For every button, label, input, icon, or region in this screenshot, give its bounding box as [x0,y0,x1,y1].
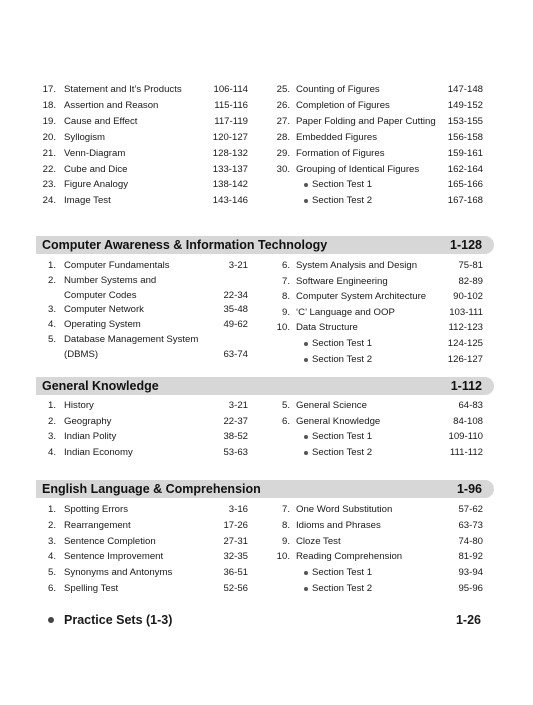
toc-entry-label: Cube and Dice [64,163,128,175]
toc-entry-label: History [64,400,94,411]
toc-entry-label: Database Management System [64,334,199,345]
toc-entry-label: Completion of Figures [296,99,390,111]
toc-entry-number: 7. [281,504,290,515]
toc-entry-pages: 64-83 [458,400,483,411]
toc-entry-label: Reading Comprehension [296,551,403,563]
toc-entry-number: 27. [276,115,290,127]
toc-entry-label: General Knowledge [296,415,381,427]
toc-entry-number: 4. [47,319,56,331]
toc-entry-label: Number Systems and [64,274,157,286]
toc-entry-label: Computer Network [64,304,144,316]
bullet-icon [304,587,308,591]
section-header-general-knowledge [36,377,494,395]
toc-entry-label: Counting of Figures [296,84,380,95]
toc-entry-number: 4. [47,447,56,459]
bullet-icon [304,435,308,439]
toc-entry-label: Statement and It’s Products [64,84,182,95]
toc-entry-number: 3. [47,431,56,443]
toc-entry-label: Section Test 2 [312,195,373,207]
toc-entry-pages: 38-52 [223,431,248,443]
toc-entry-label: Assertion and Reason [64,99,159,111]
toc-entry-label: Geography [64,415,112,427]
toc-entry-pages: 124-125 [447,338,483,349]
toc-entry-number: 10. [276,322,290,334]
toc-entry-pages: 109-110 [448,431,483,443]
bullet-icon [304,358,308,362]
toc-entry-label: Section Test 1 [312,338,373,349]
section-title: General Knowledge [42,379,159,393]
toc-entry-pages: 3-16 [228,504,248,515]
toc-entry-number: 8. [281,519,290,531]
toc-entry-pages: 115-116 [214,99,248,111]
toc-entry-label: Data Structure [296,322,358,334]
toc-entry-pages: 81-92 [458,551,483,563]
toc-entry-number: 1. [47,504,56,515]
bullet-icon [304,342,308,346]
toc-entry-label: Computer Fundamentals [64,260,170,271]
toc-entry-label: Paper Folding and Paper Cutting [296,115,436,127]
toc-entry-number: 2. [47,415,56,427]
toc-entry-pages: 93-94 [458,567,483,579]
toc-entry-number: 8. [281,291,290,303]
toc-entry-pages: 103-111 [449,306,483,318]
toc-entry-pages: 74-80 [458,535,483,547]
toc-entry-number: 22. [42,163,56,175]
practice-sets-label: Practice Sets (1-3) [64,613,173,627]
toc-entry-pages: 53-63 [223,447,248,459]
bullet-icon [304,199,308,203]
toc-entry-pages: 156-158 [447,131,483,143]
toc-entry-label: Computer Codes [64,289,137,301]
toc-entry-pages: 126-127 [447,353,483,365]
toc-entry-label: Image Test [64,195,111,207]
toc-entry-label: Section Test 1 [312,179,373,191]
toc-entry-pages: 57-62 [458,504,483,515]
section-header-computer [36,236,494,254]
toc-entry-number: 3. [47,304,56,316]
toc-entry-pages: 75-81 [458,260,483,271]
toc-entry-pages: 3-21 [228,400,248,411]
toc-entry-pages: 133-137 [212,163,248,175]
toc-entry-pages: 49-62 [223,319,248,331]
toc-entry-number: 28. [276,131,290,143]
toc-entry-label: Grouping of Identical Figures [296,163,420,175]
toc-entry-pages: 120-127 [212,131,248,143]
toc-entry-pages: 117-119 [214,115,248,127]
toc-entry-label: Syllogism [64,131,106,143]
toc-entry-label: Spelling Test [64,583,119,594]
toc-entry-number: 25. [276,84,290,95]
toc-entry-label: Embedded Figures [296,131,378,143]
toc-entry-label: General Science [296,400,367,411]
toc-entry-label: Indian Economy [64,447,133,459]
toc-entry-number: 6. [47,583,56,594]
toc-entry-label: Section Test 2 [312,447,373,459]
toc-entry-number: 10. [276,551,290,563]
toc-entry-pages: 32-35 [223,551,248,563]
toc-entry-number: 30. [276,163,290,175]
bullet-icon [304,571,308,575]
toc-entry-number: 5. [281,400,290,411]
toc-entry-pages: 35-48 [223,304,248,316]
toc-entry-label: Computer System Architecture [296,291,427,303]
toc-entry-label: Software Engineering [296,275,388,287]
toc-entry-label: System Analysis and Design [296,260,418,271]
toc-entry-label: Formation of Figures [296,147,385,159]
toc-entry-number: 17. [42,84,56,95]
toc-entry-pages: 147-148 [447,84,483,95]
toc-entry-pages: 112-123 [448,322,483,334]
toc-entry-number: 1. [47,400,56,411]
toc-entry-number: 24. [42,195,56,207]
toc-entry-pages: 22-34 [223,289,248,301]
toc-entry-label: Sentence Improvement [64,551,164,563]
toc-entry-pages: 153-155 [447,115,483,127]
toc-entry-number: 3. [47,535,56,547]
toc-entry-label: Section Test 1 [312,431,373,443]
practice-sets-range: 1-26 [455,613,481,627]
toc-entry-label: One Word Substitution [296,504,393,515]
toc-entry-number: 21. [42,147,56,159]
toc-entry-number: 7. [281,275,290,287]
toc-entry-pages: 90-102 [453,291,483,303]
toc-entry-pages: 36-51 [223,567,248,579]
section-title: Computer Awareness & Information Technology [42,238,328,252]
toc-entry-pages: 149-152 [447,99,483,111]
toc-entry-number: 5. [47,334,56,345]
toc-entry-label: Synonyms and Antonyms [64,567,173,579]
bullet-icon [48,617,54,623]
toc-entry-label: Cloze Test [296,535,341,547]
toc-entry-number: 23. [42,179,56,191]
section-page-range: 1-112 [450,379,482,393]
toc-entry-number: 29. [276,147,290,159]
toc-entry-number: 9. [281,306,290,318]
section-page-range: 1-96 [456,482,482,496]
toc-entry-label: Cause and Effect [64,115,138,127]
toc-entry-pages: 162-164 [447,163,483,175]
toc-entry-pages: 63-73 [458,519,483,531]
toc-entry-pages: 128-132 [212,147,248,159]
toc-entry-label: Section Test 2 [312,353,373,365]
toc-entry-label: ‘C’ Language and OOP [296,306,395,318]
toc-entry-label: Idioms and Phrases [296,519,381,531]
toc-entry-number: 9. [281,535,290,547]
toc-entry-number: 18. [42,99,56,111]
toc-entry-pages: 167-168 [447,195,483,207]
bullet-icon [304,183,308,187]
bullet-icon [304,451,308,455]
toc-entry-pages: 165-166 [447,179,483,191]
toc-entry-number: 6. [281,260,290,271]
toc-entry-pages: 138-142 [212,179,248,191]
toc-entry-number: 5. [47,567,56,579]
toc-entry-pages: 143-146 [212,195,248,207]
toc-entry-number: 2. [47,274,56,286]
toc-entry-pages: 3-21 [228,260,248,271]
toc-entry-number: 1. [47,260,56,271]
toc-entry-number: 19. [42,115,56,127]
section-header-english [36,480,494,498]
toc-entry-pages: 52-56 [223,583,248,594]
toc-entry-label: Section Test 2 [312,583,373,594]
toc-entry-label: Indian Polity [64,431,117,443]
section-page-range: 1-128 [450,238,482,252]
toc-entry-label: Section Test 1 [312,567,373,579]
toc-entry-label: Spotting Errors [64,504,128,515]
toc-entry-number: 2. [47,519,56,531]
toc-entry-pages: 63-74 [223,348,248,360]
toc-entry-number: 6. [281,415,290,427]
toc-entry-pages: 27-31 [223,535,248,547]
toc-entry-label: Operating System [64,319,141,331]
section-title: English Language & Comprehension [42,482,261,496]
toc-entry-number: 26. [276,99,290,111]
toc-entry-label: Venn-Diagram [64,147,126,159]
toc-entry-pages: 82-89 [458,275,483,287]
toc-entry-number: 4. [47,551,56,563]
toc-entry-pages: 17-26 [223,519,248,531]
toc-entry-pages: 106-114 [213,84,248,95]
toc-entry-label: Sentence Completion [64,535,156,547]
toc-entry-label: Rearrangement [64,519,131,531]
toc-entry-pages: 22-37 [223,415,248,427]
toc-entry-label: (DBMS) [64,348,99,360]
toc-entry-number: 20. [42,131,56,143]
toc-entry-pages: 159-161 [447,147,483,159]
toc-entry-label: Figure Analogy [64,179,128,191]
toc-entry-pages: 84-108 [453,415,483,427]
toc-entry-pages: 95-96 [458,583,483,594]
toc-entry-pages: 111-112 [449,447,483,459]
